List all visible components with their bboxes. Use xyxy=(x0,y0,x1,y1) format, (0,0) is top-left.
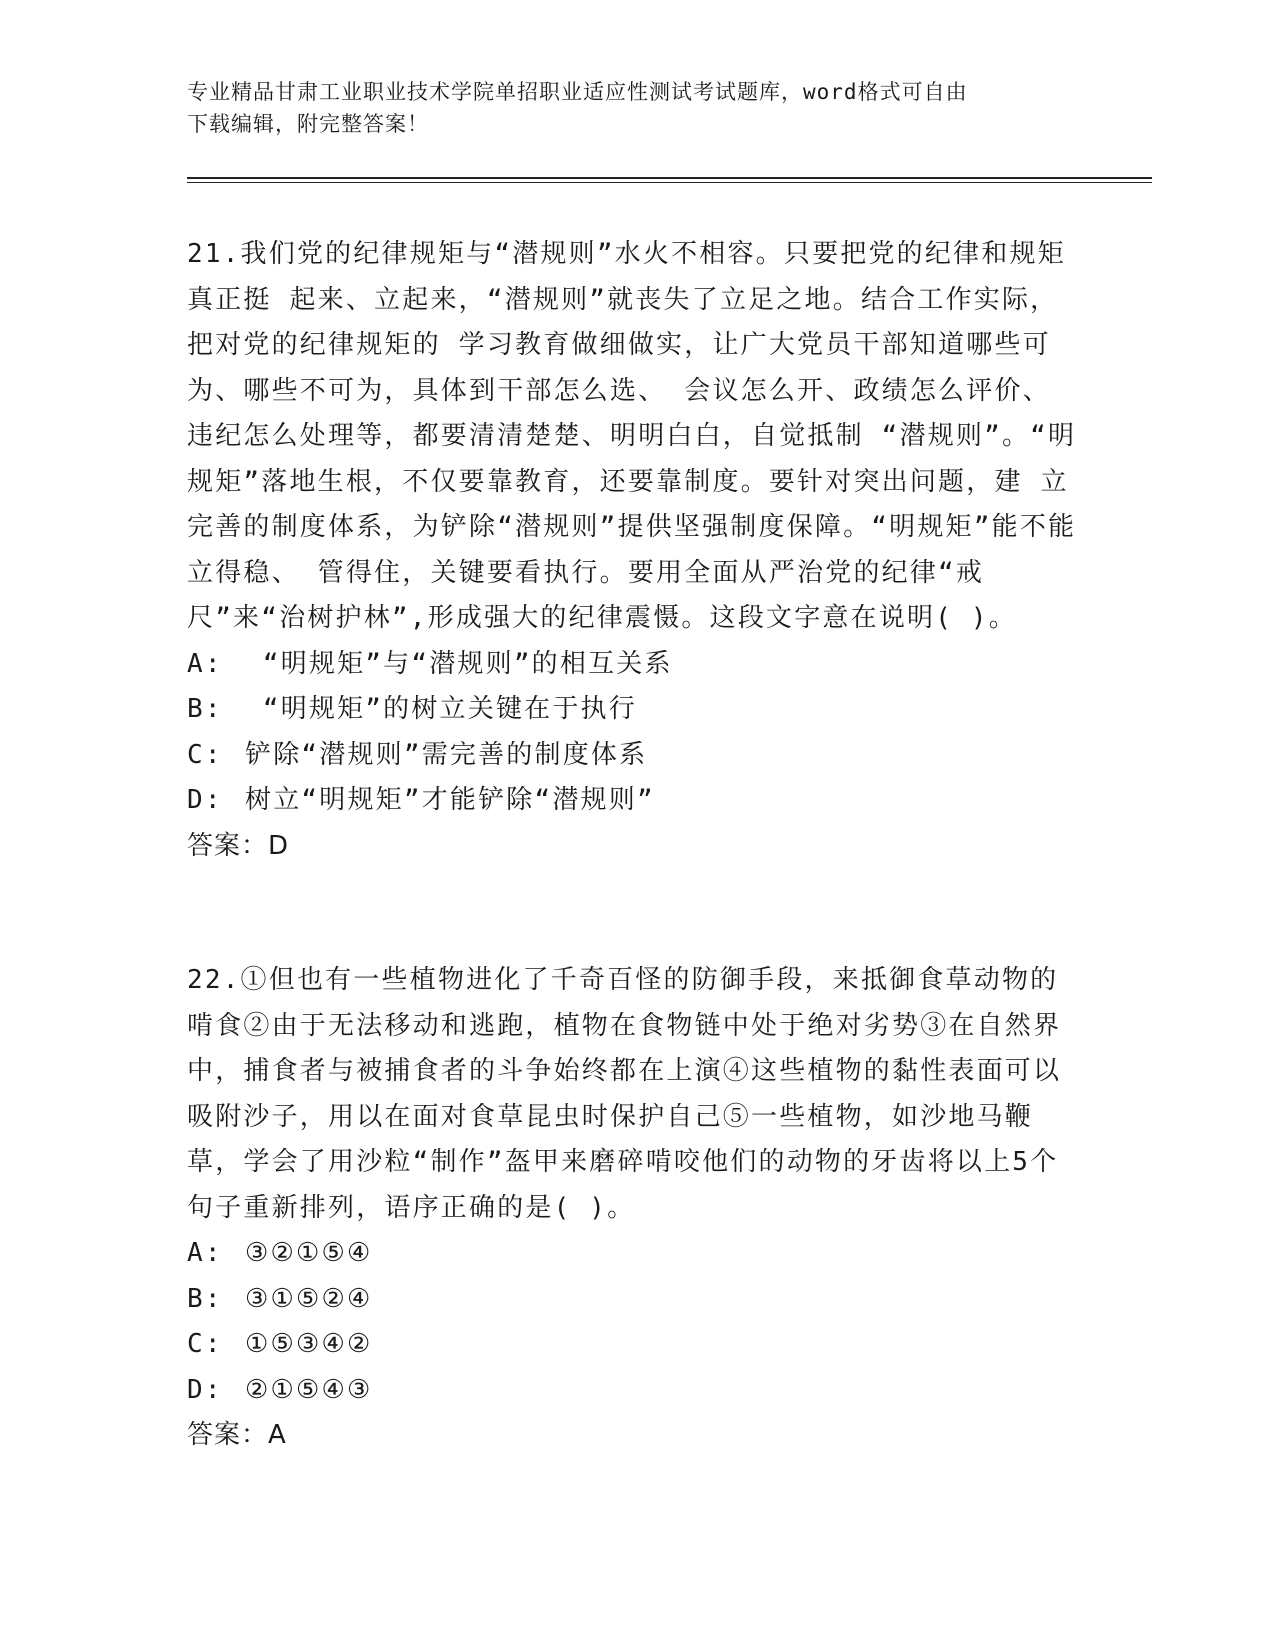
option-text: ①⑤③④② xyxy=(245,1329,373,1359)
option-list xyxy=(187,642,1077,824)
option-text: 铲除“潜规则”需完善的制度体系 xyxy=(245,739,648,770)
question-22 xyxy=(187,958,1077,1459)
option-text: 树立“明规矩”才能铲除“潜规则” xyxy=(245,785,655,815)
header-line-1: 专业精品甘肃工业职业技术学院单招职业适应性测试考试题库，word格式可自由 xyxy=(187,80,968,104)
option-a xyxy=(187,642,1077,688)
option-letter: D: xyxy=(187,1374,223,1405)
question-21 xyxy=(187,232,1077,869)
option-letter: C: xyxy=(187,1329,223,1359)
option-b xyxy=(187,1277,1077,1323)
header-divider-thick xyxy=(187,177,1152,179)
answer-label: 答案：D xyxy=(187,830,290,861)
header-line-2: 下载编辑，附完整答案！ xyxy=(187,112,429,136)
option-text: “明规矩”的树立关键在于执行 xyxy=(245,694,637,724)
option-d xyxy=(187,1368,1077,1414)
option-letter: A: xyxy=(187,648,223,679)
option-c xyxy=(187,1322,1077,1368)
question-stem: 22.①但也有一些植物进化了千奇百怪的防御手段，来抵御食草动物的啃食②由于无法移动和逃跑，植物在食物链中处于绝对劣势③在自然界中，捕食者与被捕食者的斗争始终都在上演④这些植物的黏性表面可以吸附沙子，用以在面对食草昆虫时保护自己⑤一些植物，如沙地马鞭草，学会了用沙粒“制作”盔甲来磨碎啃咬他们的动物的牙齿将以上5个句子重新排列，语序正确的是( )。 xyxy=(187,965,1062,1223)
option-letter: D: xyxy=(187,785,223,815)
option-letter: A: xyxy=(187,1238,223,1268)
option-b xyxy=(187,687,1077,733)
option-letter: B: xyxy=(187,694,223,724)
option-text: ③②①⑤④ xyxy=(245,1238,373,1268)
option-text: ②①⑤④③ xyxy=(245,1374,373,1405)
option-a xyxy=(187,1231,1077,1277)
question-stem: 21.我们党的纪律规矩与“潜规则”水火不相容。只要把党的纪律和规矩真正挺 起来、立起来，“潜规则”就丧失了立足之地。结合工作实际，把对党的纪律规矩的 学习教育做细做实，让广大党员干部知道哪些可为、哪些不可为，具体到干部怎么选、 会议怎么开、政绩怎么评价、违纪怎么处理等，都要清清楚楚、明明白白，自觉抵制 “潜规则”。“明规矩”落地生根，不仅要靠教育，还要靠制度。要针对突出问题，建 立完善的制度体系，为铲除“潜规则”提供坚强制度保障。“明规矩”能不能立得稳、 管得住，关键要看执行。要用全面从严治党的纪律“戒尺”来“治树护林”,形成强大的纪律震慑。这段文字意在说明( )。 xyxy=(187,239,1077,633)
option-text: ③①⑤②④ xyxy=(245,1283,373,1314)
option-letter: C: xyxy=(187,739,223,770)
option-c xyxy=(187,733,1077,779)
option-list xyxy=(187,1231,1077,1413)
option-letter: B: xyxy=(187,1283,223,1314)
header-divider-thin xyxy=(187,182,1152,183)
page-header xyxy=(187,76,1067,140)
option-d xyxy=(187,778,1077,824)
option-text: “明规矩”与“潜规则”的相互关系 xyxy=(245,648,673,679)
answer-label: 答案：A xyxy=(187,1420,287,1450)
